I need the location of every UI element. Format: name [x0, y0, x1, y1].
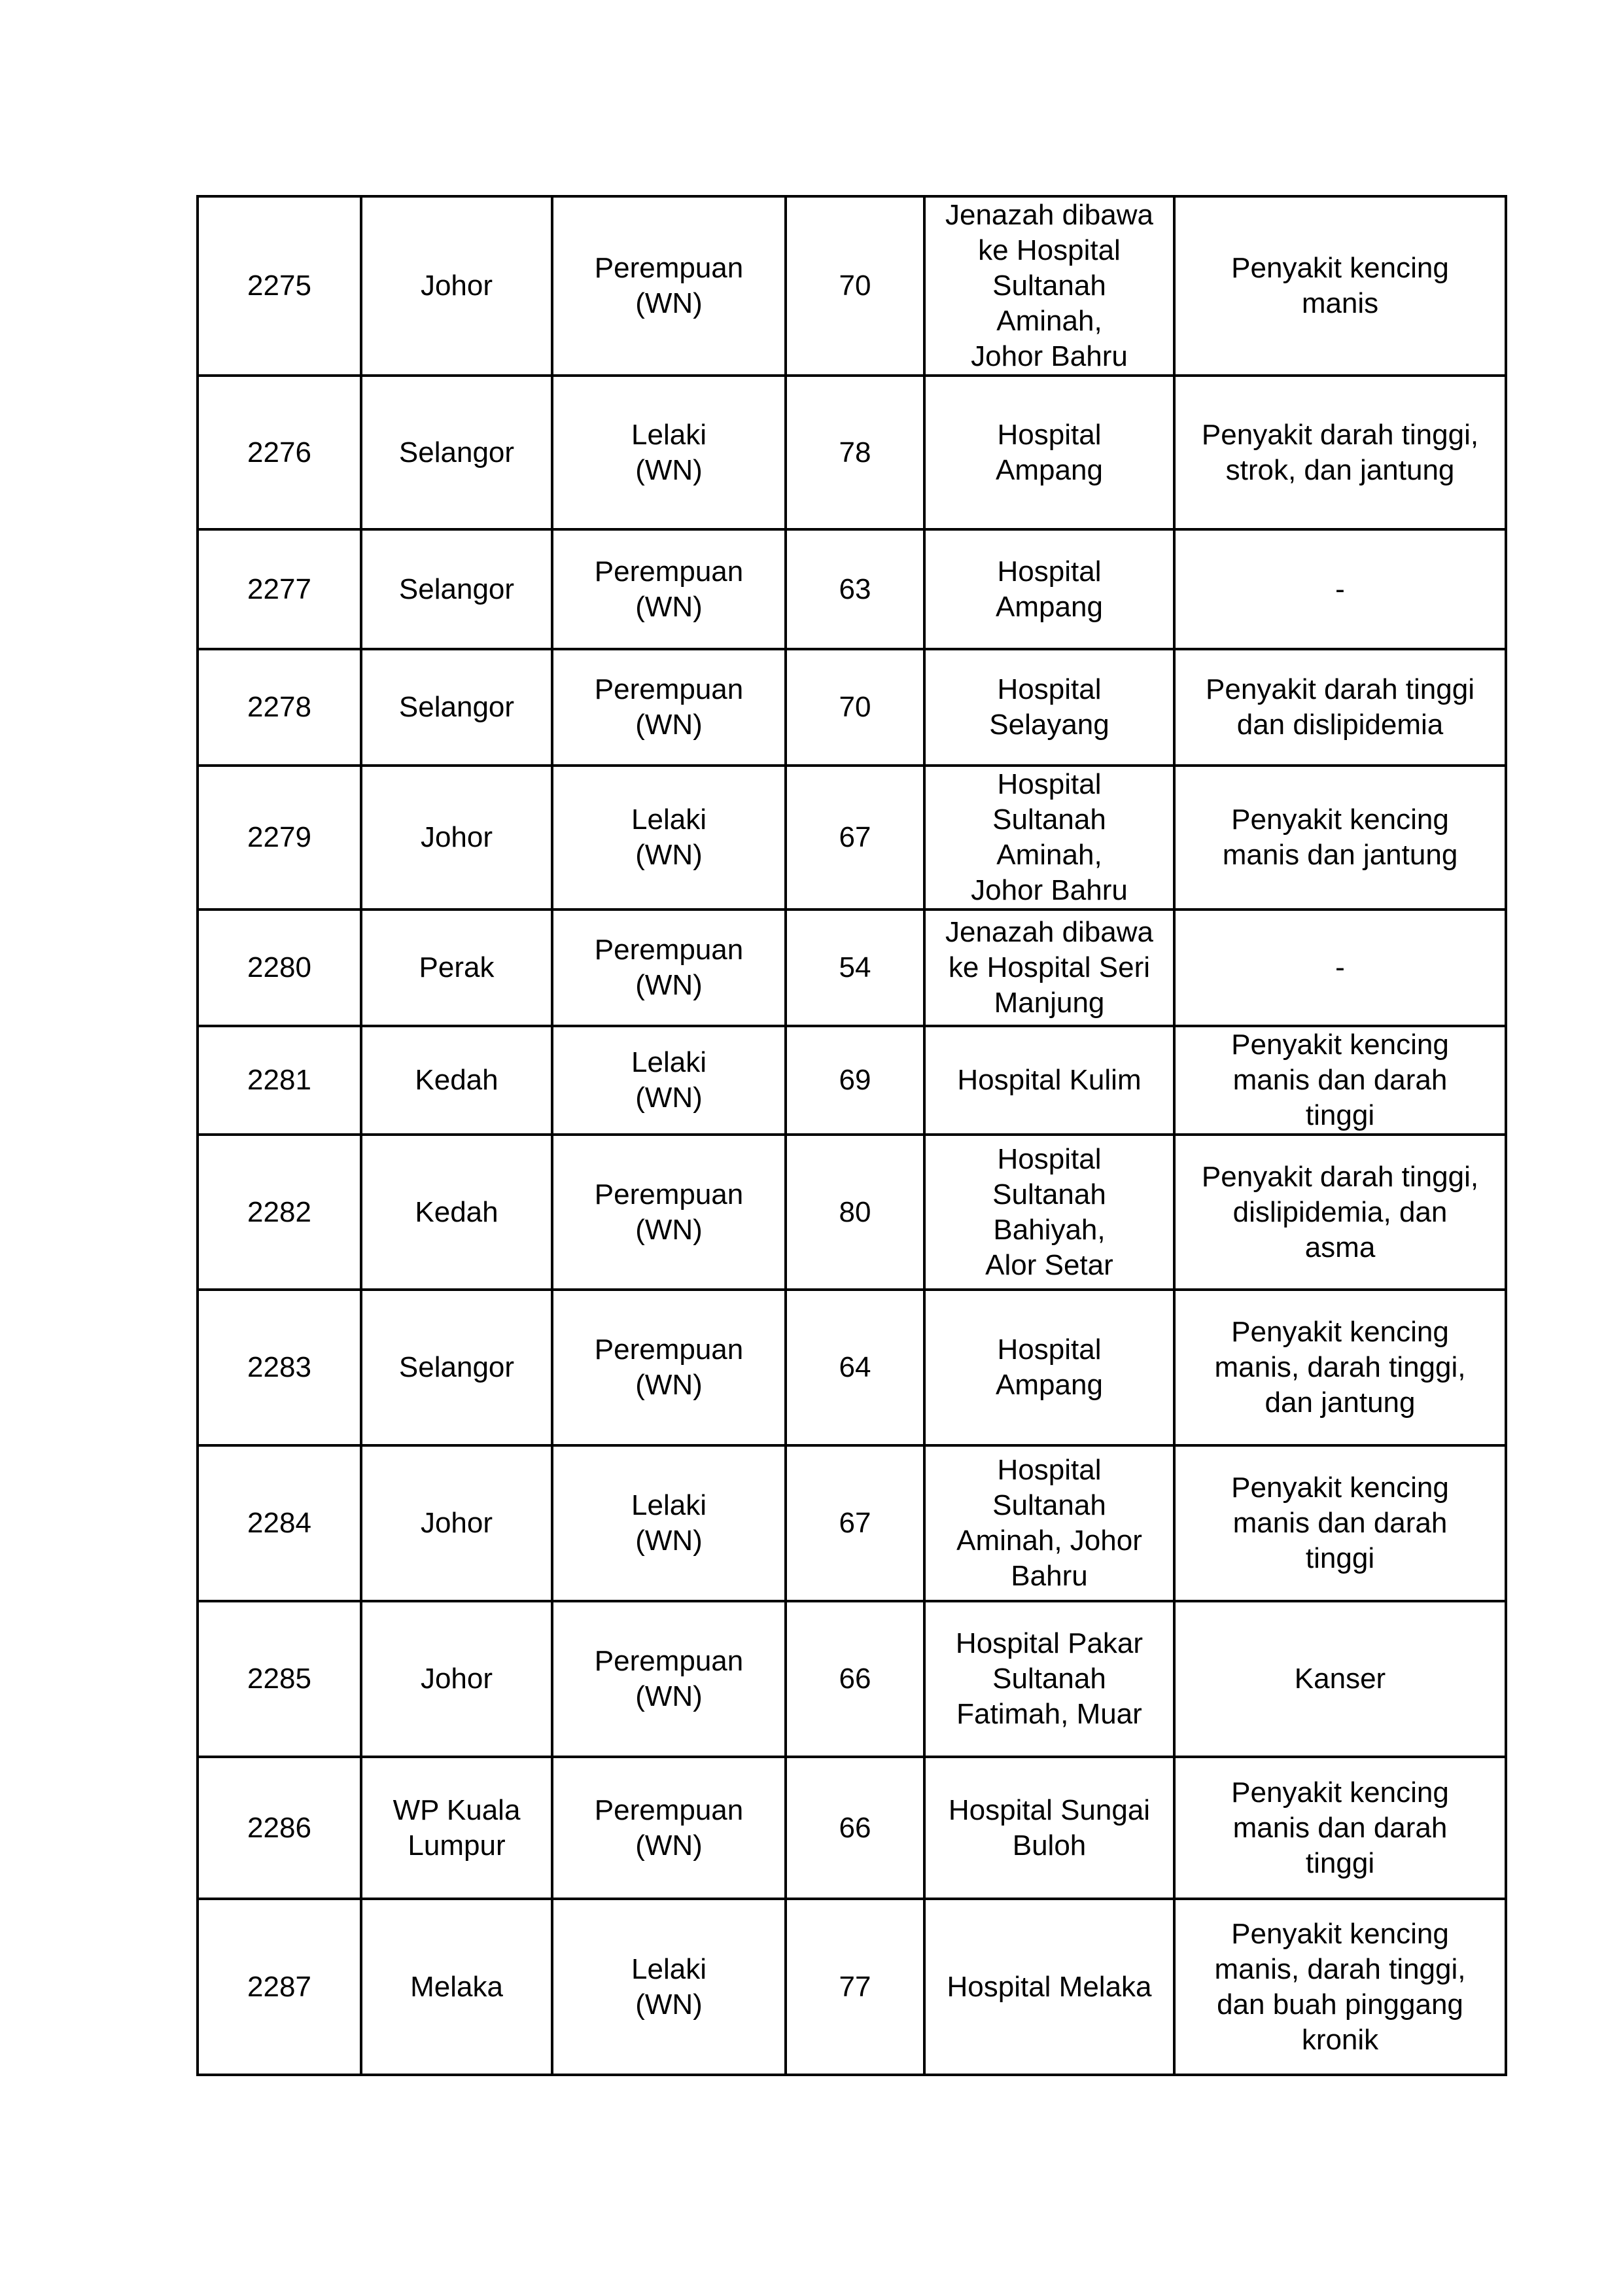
gender-cell: Perempuan (WN) — [552, 529, 786, 649]
gender-cell: Lelaki (WN) — [552, 1445, 786, 1601]
hospital-cell: Hospital Selayang — [924, 649, 1174, 766]
case-number-cell: 2278 — [198, 649, 361, 766]
hospital-cell: Hospital Sultanah Bahiyah, Alor Setar — [924, 1135, 1174, 1290]
state-cell: Perak — [361, 910, 552, 1026]
age-cell: 70 — [786, 196, 924, 376]
condition-cell: - — [1174, 529, 1506, 649]
state-cell: Johor — [361, 1445, 552, 1601]
hospital-cell: Jenazah dibawa ke Hospital Seri Manjung — [924, 910, 1174, 1026]
age-cell: 67 — [786, 1445, 924, 1601]
gender-cell: Perempuan (WN) — [552, 196, 786, 376]
condition-cell: Penyakit darah tinggi, strok, dan jantung — [1174, 376, 1506, 529]
gender-cell: Lelaki (WN) — [552, 1899, 786, 2075]
condition-cell: Penyakit darah tinggi, dislipidemia, dan asma — [1174, 1135, 1506, 1290]
condition-cell: Penyakit kencing manis dan darah tinggi — [1174, 1757, 1506, 1899]
case-number-cell: 2279 — [198, 766, 361, 910]
gender-cell: Perempuan (WN) — [552, 1135, 786, 1290]
age-cell: 64 — [786, 1290, 924, 1445]
case-number-cell: 2280 — [198, 910, 361, 1026]
table-row — [198, 1899, 1506, 2075]
state-cell: Selangor — [361, 649, 552, 766]
state-cell: Selangor — [361, 376, 552, 529]
condition-cell: Penyakit kencing manis dan darah tinggi — [1174, 1026, 1506, 1135]
gender-cell: Perempuan (WN) — [552, 1290, 786, 1445]
case-number-cell: 2284 — [198, 1445, 361, 1601]
age-cell: 78 — [786, 376, 924, 529]
gender-cell: Perempuan (WN) — [552, 649, 786, 766]
age-cell: 80 — [786, 1135, 924, 1290]
hospital-cell: Hospital Pakar Sultanah Fatimah, Muar — [924, 1601, 1174, 1757]
table-row — [198, 1135, 1506, 1290]
case-number-cell: 2285 — [198, 1601, 361, 1757]
table-row — [198, 1290, 1506, 1445]
table-row — [198, 1757, 1506, 1899]
table-row — [198, 196, 1506, 376]
hospital-cell: Hospital Ampang — [924, 529, 1174, 649]
hospital-cell: Hospital Ampang — [924, 376, 1174, 529]
case-number-cell: 2277 — [198, 529, 361, 649]
condition-cell: Kanser — [1174, 1601, 1506, 1757]
gender-cell: Perempuan (WN) — [552, 910, 786, 1026]
age-cell: 69 — [786, 1026, 924, 1135]
state-cell: Kedah — [361, 1135, 552, 1290]
table-row — [198, 649, 1506, 766]
age-cell: 63 — [786, 529, 924, 649]
table-row — [198, 1445, 1506, 1601]
condition-cell: Penyakit darah tinggi dan dislipidemia — [1174, 649, 1506, 766]
state-cell: Selangor — [361, 1290, 552, 1445]
case-number-cell: 2286 — [198, 1757, 361, 1899]
condition-cell: Penyakit kencing manis dan darah tinggi — [1174, 1445, 1506, 1601]
case-number-cell: 2281 — [198, 1026, 361, 1135]
case-number-cell: 2283 — [198, 1290, 361, 1445]
gender-cell: Perempuan (WN) — [552, 1601, 786, 1757]
gender-cell: Lelaki (WN) — [552, 766, 786, 910]
table-row — [198, 1026, 1506, 1135]
state-cell: Johor — [361, 1601, 552, 1757]
gender-cell: Lelaki (WN) — [552, 376, 786, 529]
case-number-cell: 2282 — [198, 1135, 361, 1290]
age-cell: 66 — [786, 1757, 924, 1899]
hospital-cell: Hospital Sultanah Aminah, Johor Bahru — [924, 1445, 1174, 1601]
gender-cell: Perempuan (WN) — [552, 1757, 786, 1899]
hospital-cell: Hospital Sungai Buloh — [924, 1757, 1174, 1899]
age-cell: 67 — [786, 766, 924, 910]
table-row — [198, 376, 1506, 529]
death-cases-table — [196, 195, 1507, 2076]
case-number-cell: 2275 — [198, 196, 361, 376]
age-cell: 77 — [786, 1899, 924, 2075]
state-cell: Johor — [361, 196, 552, 376]
case-number-cell: 2287 — [198, 1899, 361, 2075]
table-row — [198, 529, 1506, 649]
state-cell: Selangor — [361, 529, 552, 649]
hospital-cell: Hospital Melaka — [924, 1899, 1174, 2075]
table-row — [198, 910, 1506, 1026]
hospital-cell: Hospital Sultanah Aminah, Johor Bahru — [924, 766, 1174, 910]
condition-cell: Penyakit kencing manis — [1174, 196, 1506, 376]
state-cell: WP Kuala Lumpur — [361, 1757, 552, 1899]
state-cell: Kedah — [361, 1026, 552, 1135]
table-row — [198, 766, 1506, 910]
condition-cell: Penyakit kencing manis, darah tinggi, dan jantung — [1174, 1290, 1506, 1445]
age-cell: 54 — [786, 910, 924, 1026]
condition-cell: - — [1174, 910, 1506, 1026]
condition-cell: Penyakit kencing manis, darah tinggi, dan buah pinggang kronik — [1174, 1899, 1506, 2075]
hospital-cell: Hospital Ampang — [924, 1290, 1174, 1445]
hospital-cell: Hospital Kulim — [924, 1026, 1174, 1135]
state-cell: Melaka — [361, 1899, 552, 2075]
state-cell: Johor — [361, 766, 552, 910]
age-cell: 66 — [786, 1601, 924, 1757]
gender-cell: Lelaki (WN) — [552, 1026, 786, 1135]
case-number-cell: 2276 — [198, 376, 361, 529]
age-cell: 70 — [786, 649, 924, 766]
table-row — [198, 1601, 1506, 1757]
hospital-cell: Jenazah dibawa ke Hospital Sultanah Aminah, Johor Bahru — [924, 196, 1174, 376]
condition-cell: Penyakit kencing manis dan jantung — [1174, 766, 1506, 910]
